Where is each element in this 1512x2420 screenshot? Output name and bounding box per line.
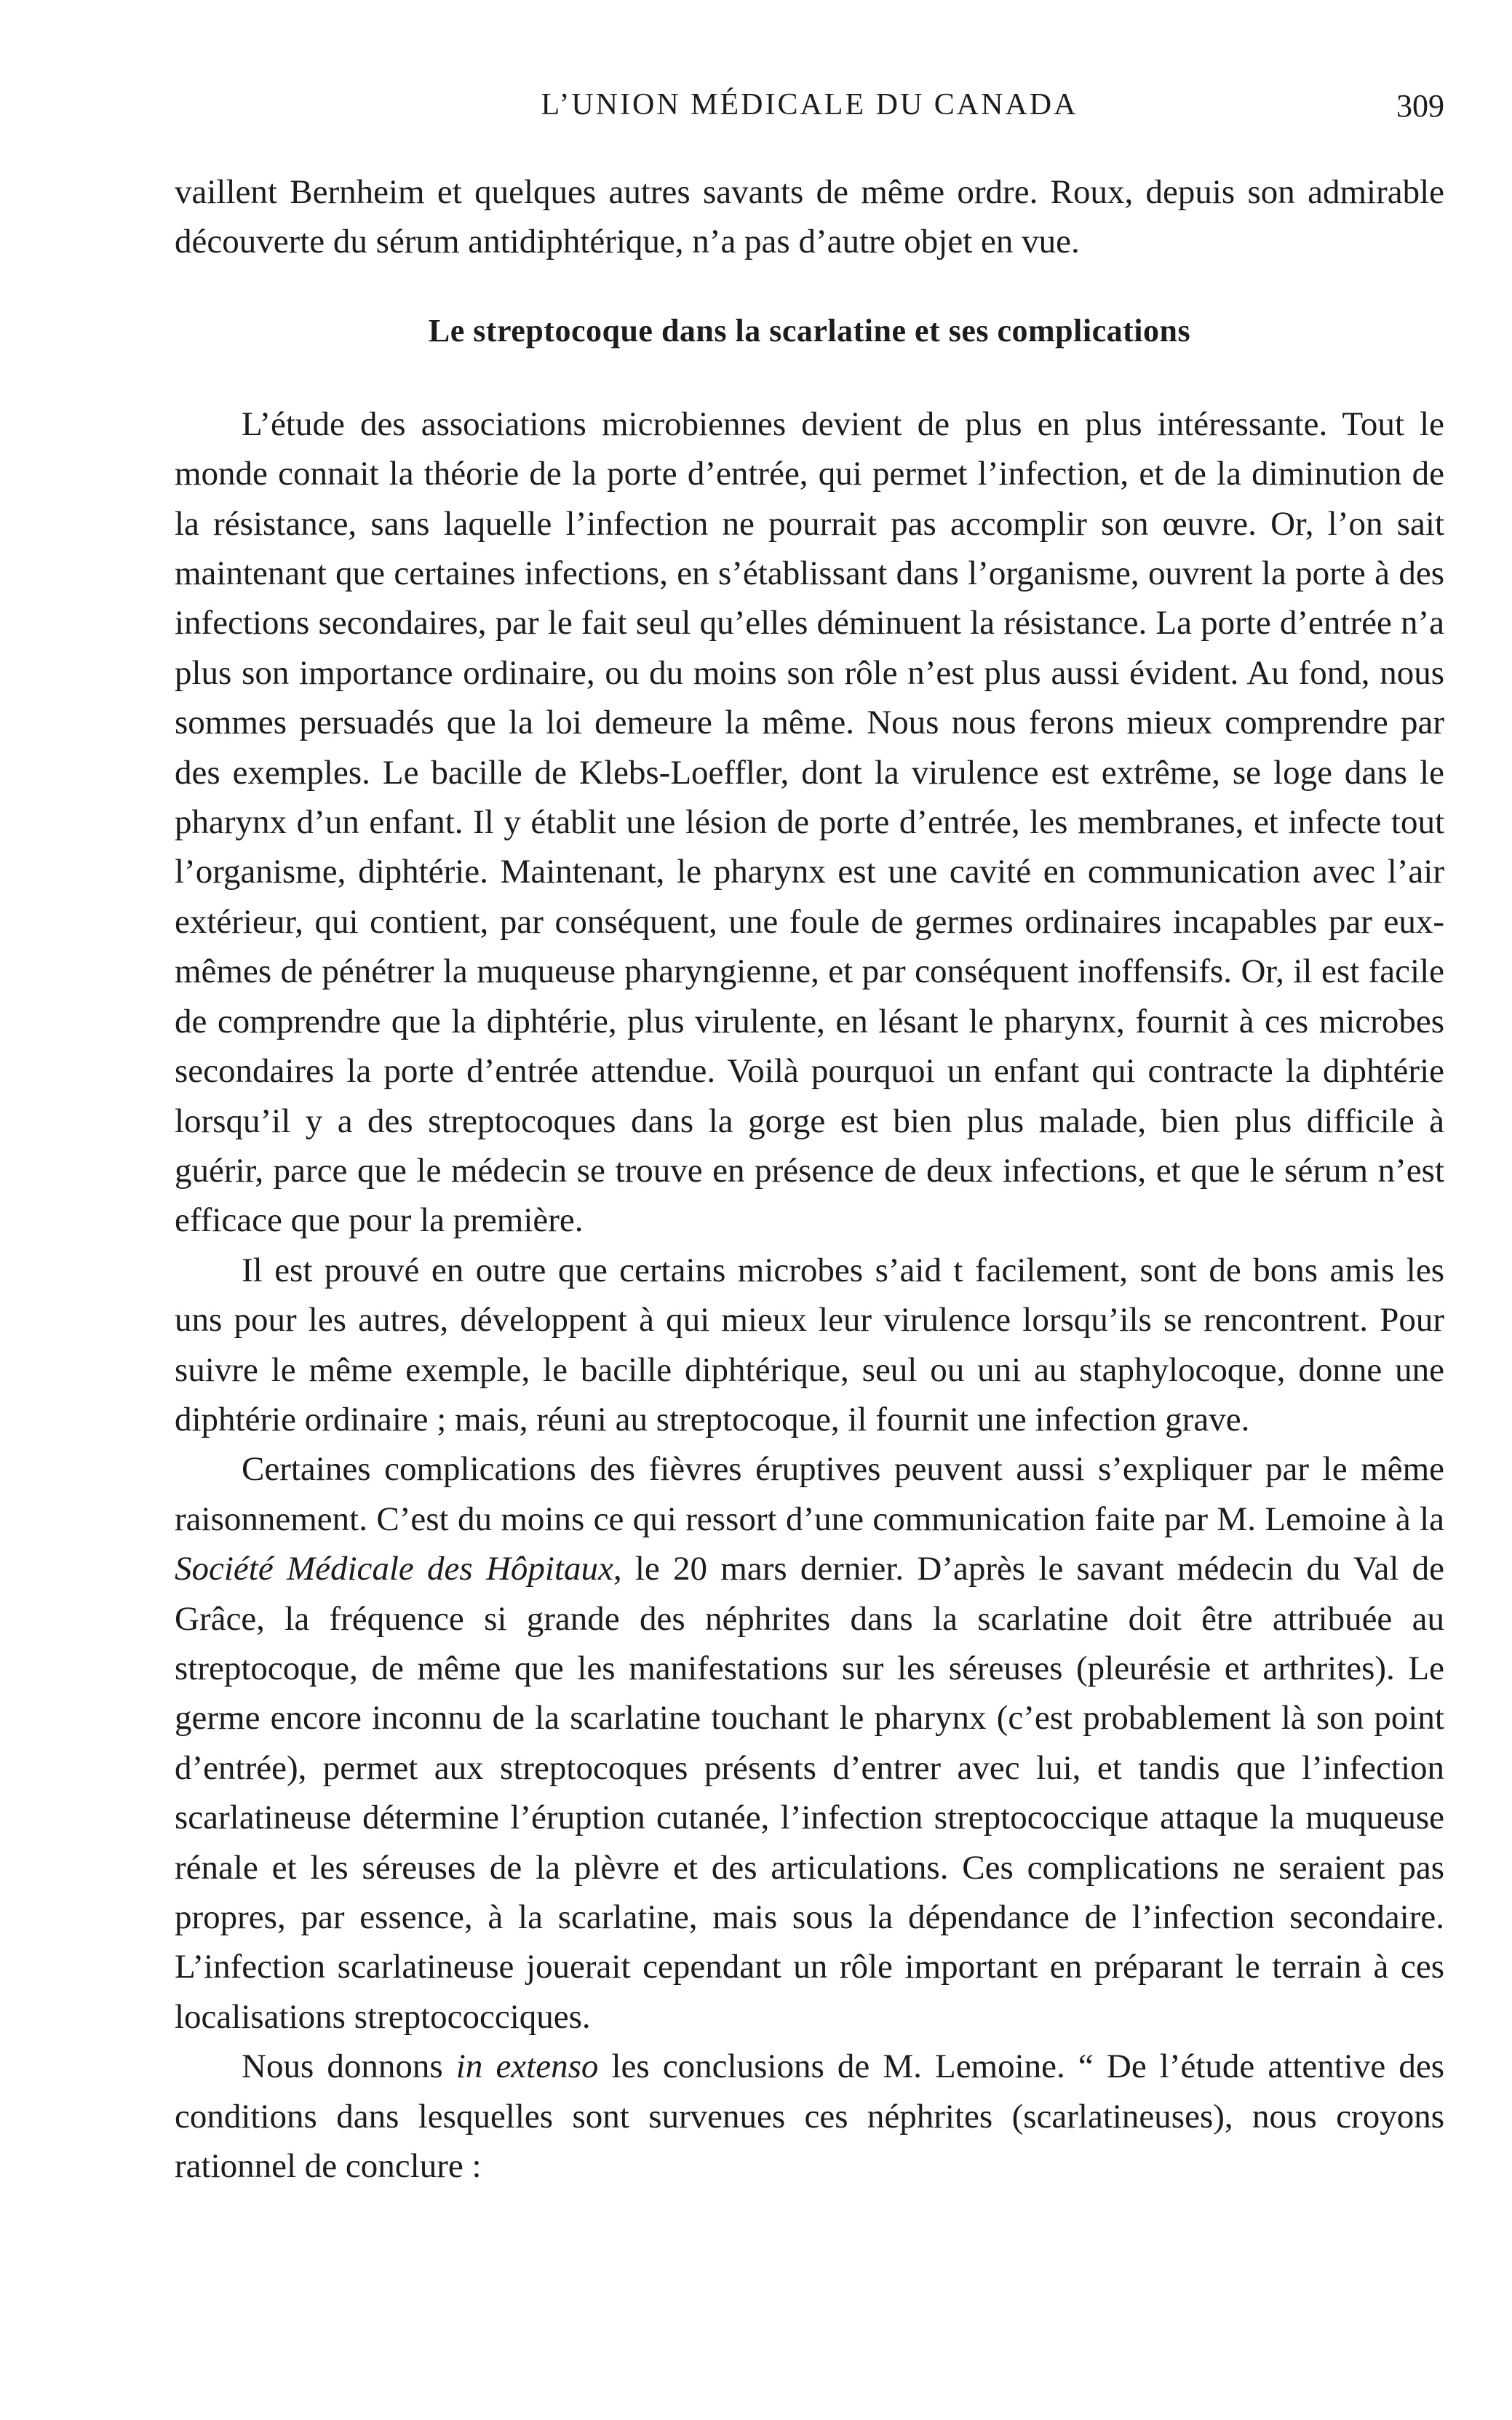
paragraph-conclusions-text-2: les conclusions de M. Lemoine. “ De l’étude attentive des conditions dans lesquelles sont survenues ces néphrites (scarlatineuses), nous croyons rationnel de conclure : (175, 2047, 1444, 2186)
paragraph-associations: L’étude des associations microbiennes devient de plus en plus intéressante. Tout le monde connait la théorie de la porte d’entrée, qui permet l’infection, et de la diminution de la résistance, sans laquelle l’infection ne pourrait pas accomplir son œuvre. Or, l’on sait maintenant que certaines infections, en s’établissant dans l’organisme, ouvrent la porte à des infections secondaires, par le fait seul qu’elles déminuent la résistance. La porte d’entrée n’a plus son importance ordinaire, ou du moins son rôle n’est plus aussi évident. Au fond, nous sommes persuadés que la loi demeure la même. Nous nous ferons mieux comprendre par des exemples. Le bacille de Klebs-Loeffler, dont la virulence est extrême, se loge dans le pharynx d’un enfant. Il y établit une lésion de porte d’entrée, les membranes, et infecte tout l’organisme, diphtérie. Maintenant, le pharynx est une cavité en communication avec l’air extérieur, qui contient, par conséquent, une foule de germes ordinaires incapables par eux-mêmes de pénétrer la muqueuse pharyngienne, et par conséquent inoffensifs. Or, il est facile de comprendre que la diphtérie, plus virulente, en lésant le pharynx, fournit à ces microbes secondaires la porte d’entrée attendue. Voilà pourquoi un enfant qui contracte la diphtérie lorsqu’il y a des streptocoques dans la gorge est bien plus malade, bien plus difficile à guérir, parce que le médecin se trouve en présence de deux infections, et que le sérum n’est efficace que pour la première. (175, 405, 1444, 1240)
paragraph-conclusions-text-1: Nous donnons (242, 2047, 456, 2086)
page-number: 309 (1396, 88, 1444, 124)
running-head (175, 87, 1444, 146)
body-text (175, 167, 1444, 2350)
paragraph-microbes: Il est prouvé en outre que certains microbes s’aid t facilement, sont de bons amis les uns pour les autres, développent à qui mieux leur virulence lorsqu’ils se rencontrent. Pour suivre le même exemple, le bacille diphtérique, seul ou uni au staphylocoque, donne une diphtérie ordinaire ; mais, réuni au streptocoque, il fournit une infection grave. (175, 1251, 1444, 1438)
society-name: Société Médicale des Hôpitaux (175, 1550, 613, 1588)
paragraph-complications (175, 1444, 1444, 2042)
paragraph-conclusions (175, 2042, 1444, 2191)
paragraph-complications-text-1: Certaines complications des fièvres éruptives peuvent aussi s’expliquer par le même raisonnement. C’est du moins ce qui ressort d’une communication faite par M. Lemoine à la (175, 1450, 1444, 1538)
latin-phrase: in extenso (455, 2047, 599, 2086)
paragraph-complications-text-2: , le 20 mars dernier. D’après le savant médecin du Val de Grâce, la fréquence si grande des néphrites dans la scarlatine doit être attribuée au streptocoque, de même que les manifestations sur les séreuses (pleurésie et arthrites). Le germe encore inconnu de la scarlatine touchant le pharynx (c’est probablement là son point d’entrée), permet aux streptocoques présents d’entrer avec lui, et tandis que l’infection scarlatineuse détermine l’éruption cutanée, l’infection streptococcique attaque la muqueuse rénale et les séreuses de la plèvre et des articulations. Ces complications ne seraient pas propres, par essence, à la scarlatine, mais sous la dépendance de l’infection secondaire. L’infection scarlatineuse jouerait cependant un rôle important en préparant le terrain à ces localisations streptococciques. (175, 1550, 1444, 2036)
section-heading: Le streptocoque dans la scarlatine et ses complications (428, 312, 1191, 349)
paragraph-continuation: vaillent Bernheim et quelques autres savants de même ordre. Roux, depuis son admirable découverte du sérum antidiphtérique, n’a pas d’autre objet en vue. (175, 173, 1444, 261)
journal-title: L’UNION MÉDICALE DU CANADA (541, 88, 1078, 122)
